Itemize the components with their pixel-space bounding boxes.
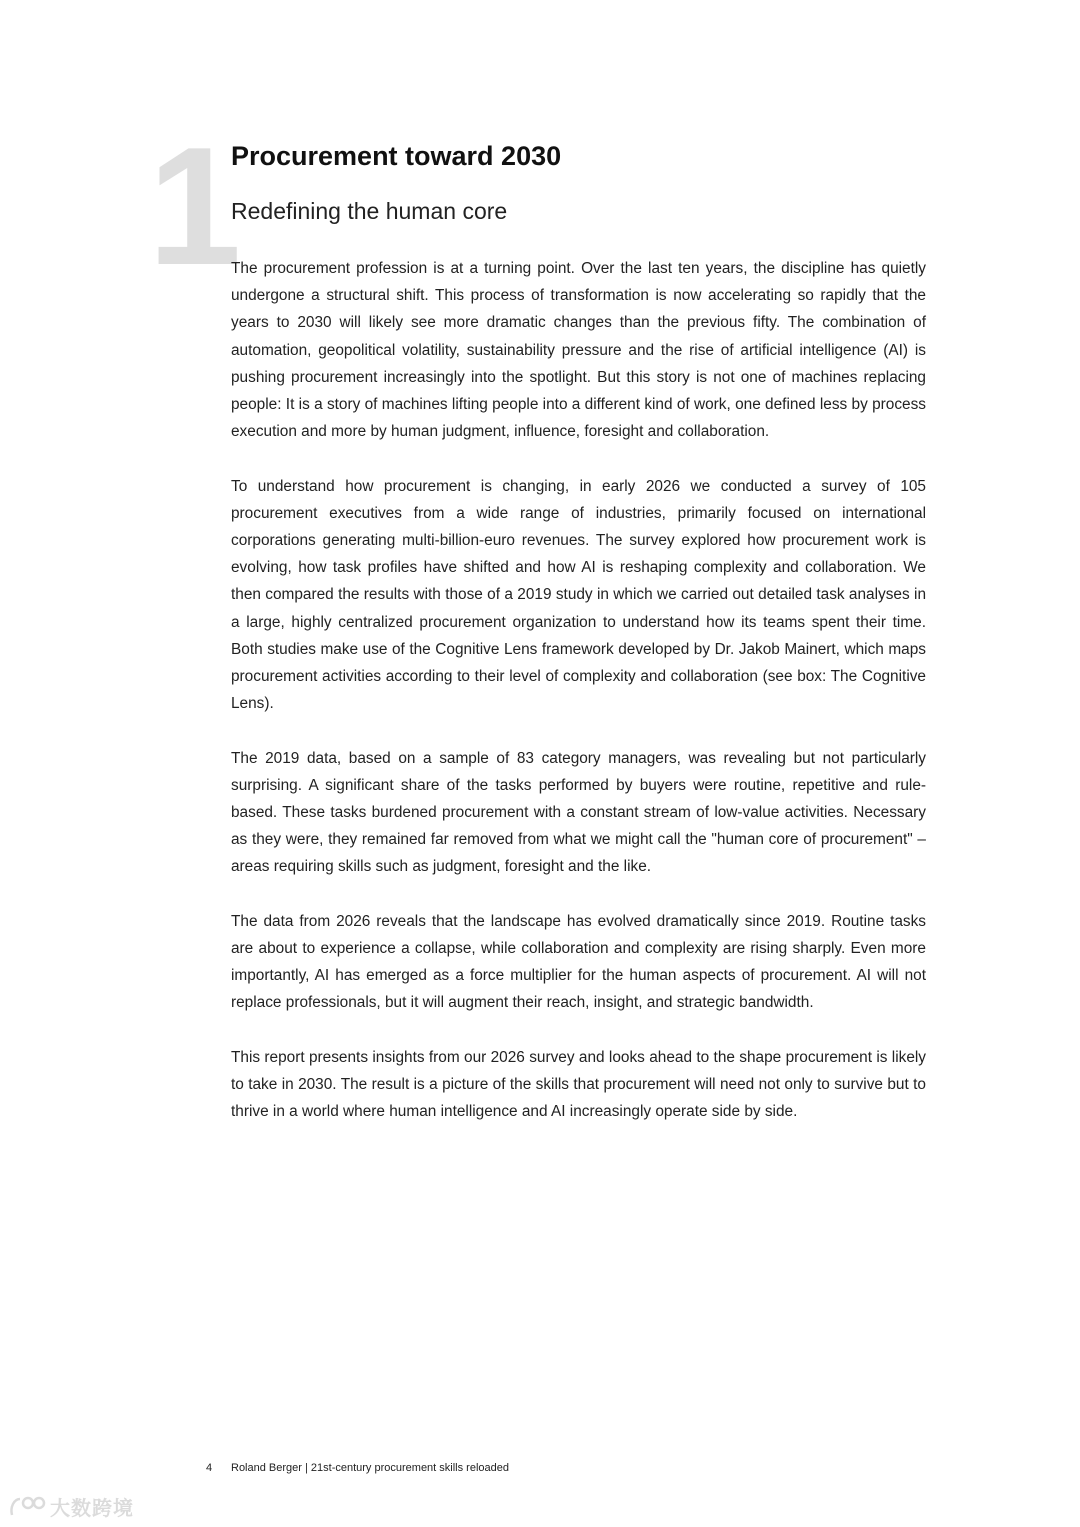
paragraph: This report presents insights from our 2026 survey and looks ahead to the shape procurement is likely to take in 2030. The result is a picture of the skills that procurement will need not only to survive but to thrive in a world where human intelligence and AI increasingly operate side by side. xyxy=(231,1048,926,1121)
watermark-text: 大数跨境 xyxy=(50,1496,134,1520)
footer-text: Roland Berger | 21st-century procurement skills reloaded xyxy=(231,1462,509,1474)
watermark xyxy=(8,1492,134,1521)
page-title: Procurement toward 2030 xyxy=(231,141,562,171)
main-content xyxy=(231,138,926,1153)
paragraph: The 2019 data, based on a sample of 83 category managers, was revealing but not particularly surprising. A significant share of the tasks performed by buyers were routine, repetitive and rule-based. These tasks burdened procurement with a constant stream of low-value activities. Necessary as they were, they remained far removed from what we might call the "human core of procurement" – areas requiring skills such as judgment, foresight and the like. xyxy=(231,749,926,876)
paragraph: The data from 2026 reveals that the landscape has evolved dramatically since 2019. Routine tasks are about to experience a collapse, while collaboration and complexity are rising sharply. Even more importantly, AI has emerged as a force multiplier for the human aspects of procurement. AI will not replace professionals, but it will augment their reach, insight, and strategic bandwidth. xyxy=(231,912,926,1012)
body-text xyxy=(231,255,926,1125)
page-subtitle: Redefining the human core xyxy=(231,198,508,224)
watermark-logo-icon xyxy=(8,1495,46,1519)
paragraph: The procurement profession is at a turning point. Over the last ten years, the discipline has quietly undergone a structural shift. This process of transformation is now accelerating so rapidly that the years to 2030 will likely see more dramatic changes than the previous fifty. The combination of automation, geopolitical volatility, sustainability pressure and the rise of artificial intelligence (AI) is pushing procurement increasingly into the spotlight. But this story is not one of machines replacing people: It is a story of machines lifting people into a different kind of work, one defined less by process execution and more by human judgment, influence, foresight and collaboration. xyxy=(231,260,926,441)
page-footer xyxy=(206,1459,509,1477)
paragraph: To understand how procurement is changing, in early 2026 we conducted a survey of 105 procurement executives from a wide range of industries, primarily focused on international corporations generating multi-billion-euro revenues. The survey explored how procurement work is evolving, how task profiles have shifted and how AI is reshaping complexity and collaboration. We then compared the results with those of a 2019 study in which we carried out detailed task analyses in a large, highly centralized procurement organization to understand how its teams spent their time. Both studies make use of the Cognitive Lens framework developed by Dr. Jakob Mainert, which maps procurement activities according to their level of complexity and collaboration (see box: The Cognitive Lens). xyxy=(231,477,926,713)
chapter-number: 1 xyxy=(148,112,238,300)
page-number: 4 xyxy=(206,1462,213,1474)
